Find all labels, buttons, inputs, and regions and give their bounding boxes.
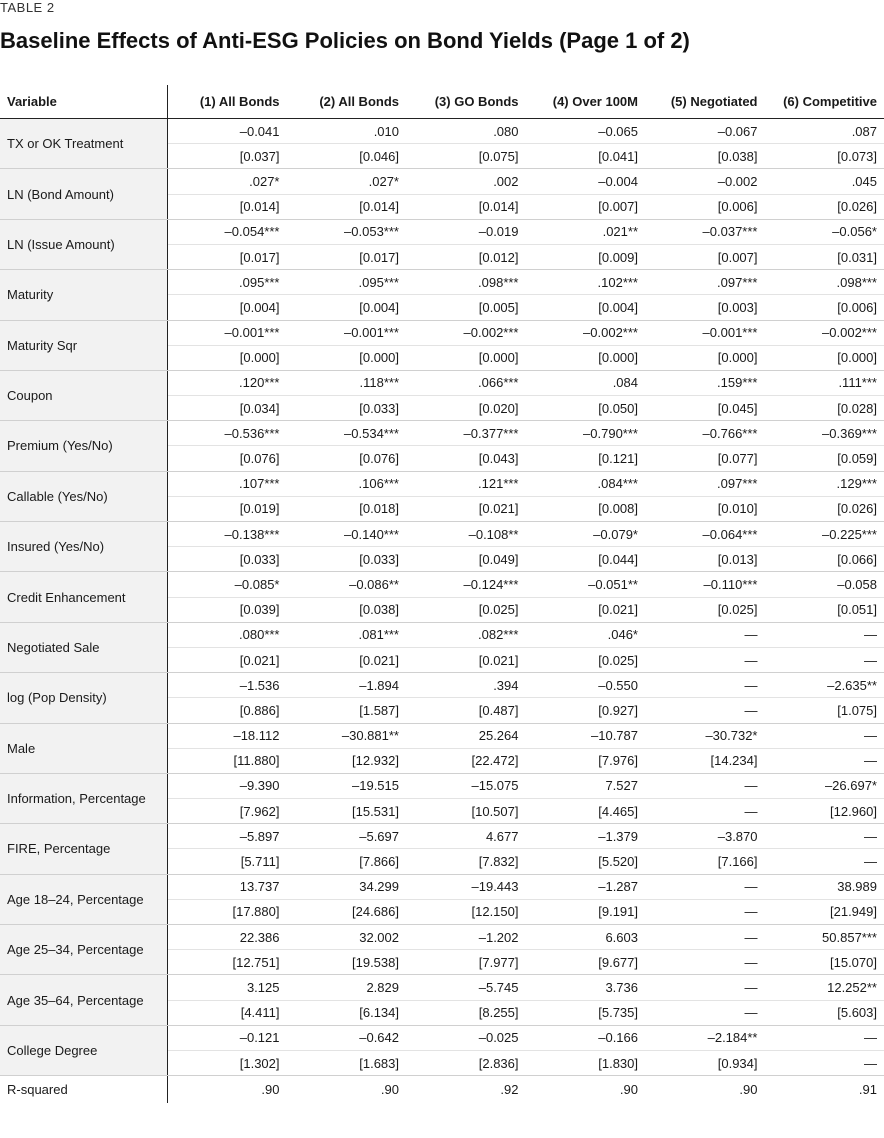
coefficient-cell: –0.037*** (645, 219, 765, 244)
std-error-cell: — (645, 950, 765, 975)
std-error-cell: [11.880] (167, 748, 287, 773)
std-error-cell: [0.038] (287, 597, 407, 622)
std-error-cell: [0.021] (406, 647, 526, 672)
std-error-cell: [0.886] (167, 698, 287, 723)
coefficient-cell: –1.202 (406, 925, 526, 950)
std-error-cell: [0.004] (167, 295, 287, 320)
coefficient-cell: –2.184** (645, 1025, 765, 1050)
coefficient-cell: .002 (406, 169, 526, 194)
std-error-cell: — (765, 1050, 884, 1075)
std-error-cell: [0.033] (167, 547, 287, 572)
table-row (0, 975, 884, 1000)
rsquared-cell: .90 (739, 1081, 758, 1097)
coefficient-cell: 34.299 (287, 874, 407, 899)
column-header: (5) Negotiated (645, 85, 765, 119)
coefficient-cell: .102*** (526, 270, 646, 295)
std-error-cell: [0.012] (406, 244, 526, 269)
coefficient-cell: –0.051** (526, 572, 646, 597)
std-error-cell: [1.587] (287, 698, 407, 723)
table-row (0, 874, 884, 899)
coefficient-cell: 38.989 (765, 874, 884, 899)
coefficient-cell: 13.737 (167, 874, 287, 899)
coefficient-cell: .080 (406, 119, 526, 144)
coefficient-cell: .098*** (406, 270, 526, 295)
coefficient-cell: –19.515 (287, 773, 407, 798)
std-error-cell: [0.934] (645, 1050, 765, 1075)
coefficient-cell: .010 (287, 119, 407, 144)
std-error-cell: [0.034] (167, 396, 287, 421)
coefficient-cell: –0.534*** (287, 421, 407, 446)
variable-name: TX or OK Treatment (0, 119, 167, 169)
std-error-cell: [15.070] (765, 950, 884, 975)
coefficient-cell: — (645, 975, 765, 1000)
std-error-cell: [7.832] (406, 849, 526, 874)
column-header: (1) All Bonds (167, 85, 287, 119)
std-error-cell: [0.006] (765, 295, 884, 320)
coefficient-cell: .066*** (406, 370, 526, 395)
std-error-cell: [0.073] (765, 144, 884, 169)
variable-name: Premium (Yes/No) (0, 421, 167, 471)
table-row (0, 572, 884, 597)
coefficient-cell: 22.386 (167, 925, 287, 950)
variable-name: Age 35–64, Percentage (0, 975, 167, 1025)
std-error-cell: [21.949] (765, 899, 884, 924)
table-label: TABLE 2 (0, 0, 55, 15)
regression-table (0, 85, 884, 1103)
std-error-cell: [0.031] (765, 244, 884, 269)
std-error-cell: [0.121] (526, 446, 646, 471)
std-error-cell: [19.538] (287, 950, 407, 975)
coefficient-cell: –1.536 (167, 673, 287, 698)
coefficient-cell: –9.390 (167, 773, 287, 798)
variable-name: Maturity (0, 270, 167, 320)
coefficient-cell: 50.857*** (765, 925, 884, 950)
coefficient-cell: .046* (526, 622, 646, 647)
coefficient-cell: — (765, 824, 884, 849)
coefficient-cell: –1.287 (526, 874, 646, 899)
std-error-cell: [0.021] (406, 496, 526, 521)
std-error-cell: [0.046] (287, 144, 407, 169)
coefficient-cell: .121*** (406, 471, 526, 496)
coefficient-cell: –0.110*** (645, 572, 765, 597)
std-error-cell: [0.025] (526, 647, 646, 672)
coefficient-cell: .394 (406, 673, 526, 698)
std-error-cell: [0.039] (167, 597, 287, 622)
coefficient-cell: 4.677 (406, 824, 526, 849)
rsquared-row (0, 1076, 884, 1103)
coefficient-cell: –0.064*** (645, 522, 765, 547)
std-error-cell: [7.866] (287, 849, 407, 874)
coefficient-cell: –18.112 (167, 723, 287, 748)
coefficient-cell: 3.736 (526, 975, 646, 1000)
variable-name: Maturity Sqr (0, 320, 167, 370)
coefficient-cell: –0.085* (167, 572, 287, 597)
std-error-cell: [0.026] (765, 496, 884, 521)
coefficient-cell: –30.881** (287, 723, 407, 748)
coefficient-cell: –0.004 (526, 169, 646, 194)
variable-name: College Degree (0, 1025, 167, 1075)
coefficient-cell: –0.025 (406, 1025, 526, 1050)
std-error-cell: [0.038] (645, 144, 765, 169)
std-error-cell: [0.020] (406, 396, 526, 421)
std-error-cell: [0.066] (765, 547, 884, 572)
std-error-cell: [12.150] (406, 899, 526, 924)
variable-name: FIRE, Percentage (0, 824, 167, 874)
coefficient-cell: 32.002 (287, 925, 407, 950)
table-row (0, 421, 884, 446)
coefficient-cell: –0.079* (526, 522, 646, 547)
table-row (0, 119, 884, 144)
coefficient-cell: –0.121 (167, 1025, 287, 1050)
rsquared-cell: .90 (380, 1081, 399, 1097)
std-error-cell: [0.028] (765, 396, 884, 421)
variable-name: R-squared (0, 1076, 167, 1103)
std-error-cell: [5.520] (526, 849, 646, 874)
std-error-cell: [0.004] (526, 295, 646, 320)
coefficient-cell: –19.443 (406, 874, 526, 899)
coefficient-cell: –5.897 (167, 824, 287, 849)
table-row (0, 925, 884, 950)
column-header: (2) All Bonds (287, 85, 407, 119)
std-error-cell: [0.033] (287, 396, 407, 421)
std-error-cell: [1.830] (526, 1050, 646, 1075)
variable-name: log (Pop Density) (0, 673, 167, 723)
coefficient-cell: –0.369*** (765, 421, 884, 446)
std-error-cell: [2.836] (406, 1050, 526, 1075)
coefficient-cell: — (765, 1025, 884, 1050)
coefficient-cell: .095*** (287, 270, 407, 295)
variable-name: Insured (Yes/No) (0, 522, 167, 572)
std-error-cell: [0.000] (765, 345, 884, 370)
std-error-cell: [0.025] (645, 597, 765, 622)
std-error-cell: [7.976] (526, 748, 646, 773)
coefficient-cell: — (645, 925, 765, 950)
coefficient-cell: –0.053*** (287, 219, 407, 244)
std-error-cell: [0.017] (167, 244, 287, 269)
rsquared-cell: .92 (500, 1081, 519, 1097)
coefficient-cell: .111*** (765, 370, 884, 395)
std-error-cell: [0.045] (645, 396, 765, 421)
coefficient-cell: –0.166 (526, 1025, 646, 1050)
std-error-cell: [0.049] (406, 547, 526, 572)
std-error-cell: [7.166] (645, 849, 765, 874)
std-error-cell: [0.075] (406, 144, 526, 169)
std-error-cell: [0.007] (526, 194, 646, 219)
table-row (0, 723, 884, 748)
std-error-cell: [24.686] (287, 899, 407, 924)
coefficient-cell: .118*** (287, 370, 407, 395)
table-row (0, 270, 884, 295)
coefficient-cell: .087 (765, 119, 884, 144)
std-error-cell: [0.000] (287, 345, 407, 370)
std-error-cell: — (645, 647, 765, 672)
std-error-cell: [0.025] (406, 597, 526, 622)
coefficient-cell: –0.550 (526, 673, 646, 698)
variable-name: Credit Enhancement (0, 572, 167, 622)
column-header: (3) GO Bonds (406, 85, 526, 119)
coefficient-cell: –15.075 (406, 773, 526, 798)
std-error-cell: — (645, 799, 765, 824)
coefficient-cell: –5.697 (287, 824, 407, 849)
coefficient-cell: –0.642 (287, 1025, 407, 1050)
coefficient-cell: –30.732* (645, 723, 765, 748)
std-error-cell: [0.059] (765, 446, 884, 471)
std-error-cell: [0.487] (406, 698, 526, 723)
std-error-cell: [0.033] (287, 547, 407, 572)
coefficient-cell: –0.140*** (287, 522, 407, 547)
table-row (0, 622, 884, 647)
std-error-cell: [0.927] (526, 698, 646, 723)
rsquared-cell: .90 (619, 1081, 638, 1097)
coefficient-cell: –0.225*** (765, 522, 884, 547)
coefficient-cell: 3.125 (167, 975, 287, 1000)
std-error-cell: [12.751] (167, 950, 287, 975)
coefficient-cell: –0.019 (406, 219, 526, 244)
coefficient-cell: .027* (167, 169, 287, 194)
table-row (0, 471, 884, 496)
coefficient-cell: –0.138*** (167, 522, 287, 547)
std-error-cell: [0.026] (765, 194, 884, 219)
variable-name: Age 18–24, Percentage (0, 874, 167, 924)
std-error-cell: — (765, 647, 884, 672)
table-row (0, 370, 884, 395)
std-error-cell: [1.075] (765, 698, 884, 723)
coefficient-cell: –3.870 (645, 824, 765, 849)
coefficient-cell: .098*** (765, 270, 884, 295)
column-header: (4) Over 100M (526, 85, 646, 119)
std-error-cell: [14.234] (645, 748, 765, 773)
coefficient-cell: — (645, 773, 765, 798)
table-row (0, 522, 884, 547)
coefficient-cell: –0.001*** (287, 320, 407, 345)
coefficient-cell: 6.603 (526, 925, 646, 950)
coefficient-cell: –1.894 (287, 673, 407, 698)
coefficient-cell: –0.377*** (406, 421, 526, 446)
coefficient-cell: –0.054*** (167, 219, 287, 244)
std-error-cell: [9.191] (526, 899, 646, 924)
table-row (0, 320, 884, 345)
coefficient-cell: .021** (526, 219, 646, 244)
coefficient-cell: –2.635** (765, 673, 884, 698)
coefficient-cell: — (645, 622, 765, 647)
std-error-cell: [0.000] (406, 345, 526, 370)
coefficient-cell: –0.536*** (167, 421, 287, 446)
coefficient-cell: –26.697* (765, 773, 884, 798)
coefficient-cell: .027* (287, 169, 407, 194)
std-error-cell: [10.507] (406, 799, 526, 824)
std-error-cell: [5.711] (167, 849, 287, 874)
std-error-cell: [17.880] (167, 899, 287, 924)
variable-name: Information, Percentage (0, 773, 167, 823)
coefficient-cell: –0.056* (765, 219, 884, 244)
std-error-cell: [0.021] (287, 647, 407, 672)
coefficient-cell: .084*** (526, 471, 646, 496)
table-title: Baseline Effects of Anti-ESG Policies on Bond Yields (Page 1 of 2) (0, 28, 690, 53)
coefficient-cell: –0.001*** (167, 320, 287, 345)
coefficient-cell: –0.124*** (406, 572, 526, 597)
table-row (0, 673, 884, 698)
std-error-cell: [0.043] (406, 446, 526, 471)
coefficient-cell: .106*** (287, 471, 407, 496)
std-error-cell: — (765, 849, 884, 874)
coefficient-cell: –0.001*** (645, 320, 765, 345)
rsquared-cell: .90 (261, 1081, 280, 1097)
std-error-cell: [0.000] (645, 345, 765, 370)
coefficient-cell: 2.829 (287, 975, 407, 1000)
std-error-cell: [5.603] (765, 1000, 884, 1025)
std-error-cell: [0.044] (526, 547, 646, 572)
table-row (0, 169, 884, 194)
std-error-cell: [0.007] (645, 244, 765, 269)
coefficient-cell: –10.787 (526, 723, 646, 748)
std-error-cell: [0.076] (167, 446, 287, 471)
header-row (0, 85, 884, 119)
variable-name: Callable (Yes/No) (0, 471, 167, 521)
std-error-cell: [0.010] (645, 496, 765, 521)
variable-name: Male (0, 723, 167, 773)
coefficient-cell: –5.745 (406, 975, 526, 1000)
coefficient-cell: .129*** (765, 471, 884, 496)
column-header: (6) Competitive (765, 85, 884, 119)
std-error-cell: [12.932] (287, 748, 407, 773)
variable-name: LN (Bond Amount) (0, 169, 167, 219)
std-error-cell: [0.017] (287, 244, 407, 269)
coefficient-cell: .080*** (167, 622, 287, 647)
coefficient-cell: .045 (765, 169, 884, 194)
table-row (0, 219, 884, 244)
std-error-cell: [0.003] (645, 295, 765, 320)
coefficient-cell: –0.002*** (526, 320, 646, 345)
std-error-cell: [9.677] (526, 950, 646, 975)
std-error-cell: [4.411] (167, 1000, 287, 1025)
std-error-cell: [7.962] (167, 799, 287, 824)
table-body (0, 119, 884, 1103)
coefficient-cell: –0.002*** (765, 320, 884, 345)
coefficient-cell: –1.379 (526, 824, 646, 849)
std-error-cell: [7.977] (406, 950, 526, 975)
std-error-cell: [4.465] (526, 799, 646, 824)
coefficient-cell: — (645, 673, 765, 698)
std-error-cell: — (645, 698, 765, 723)
table-row (0, 824, 884, 849)
variable-name: LN (Issue Amount) (0, 219, 167, 269)
coefficient-cell: .107*** (167, 471, 287, 496)
coefficient-cell: .097*** (645, 270, 765, 295)
std-error-cell: [0.041] (526, 144, 646, 169)
std-error-cell: [0.021] (526, 597, 646, 622)
coefficient-cell: –0.067 (645, 119, 765, 144)
std-error-cell: [0.005] (406, 295, 526, 320)
coefficient-cell: .097*** (645, 471, 765, 496)
std-error-cell: [15.531] (287, 799, 407, 824)
coefficient-cell: –0.058 (765, 572, 884, 597)
coefficient-cell: .159*** (645, 370, 765, 395)
coefficient-cell: .082*** (406, 622, 526, 647)
std-error-cell: [0.077] (645, 446, 765, 471)
variable-name: Age 25–34, Percentage (0, 925, 167, 975)
coefficient-cell: — (645, 874, 765, 899)
std-error-cell: [0.014] (167, 194, 287, 219)
std-error-cell: [0.014] (287, 194, 407, 219)
coefficient-cell: –0.065 (526, 119, 646, 144)
std-error-cell: [0.021] (167, 647, 287, 672)
std-error-cell: [8.255] (406, 1000, 526, 1025)
coefficient-cell: .081*** (287, 622, 407, 647)
std-error-cell: — (765, 748, 884, 773)
std-error-cell: [0.019] (167, 496, 287, 521)
std-error-cell: [5.735] (526, 1000, 646, 1025)
coefficient-cell: –0.108** (406, 522, 526, 547)
coefficient-cell: –0.002 (645, 169, 765, 194)
coefficient-cell: –0.002*** (406, 320, 526, 345)
coefficient-cell: .120*** (167, 370, 287, 395)
std-error-cell: [0.018] (287, 496, 407, 521)
coefficient-cell: 7.527 (526, 773, 646, 798)
coefficient-cell: 12.252** (765, 975, 884, 1000)
std-error-cell: [0.076] (287, 446, 407, 471)
std-error-cell: [0.004] (287, 295, 407, 320)
coefficient-cell: — (765, 622, 884, 647)
std-error-cell: [22.472] (406, 748, 526, 773)
std-error-cell: [0.000] (167, 345, 287, 370)
std-error-cell: [0.006] (645, 194, 765, 219)
coefficient-cell: .084 (526, 370, 646, 395)
rsquared-cell: .91 (858, 1081, 877, 1097)
column-header-variable: Variable (0, 85, 167, 119)
table-row (0, 773, 884, 798)
std-error-cell: [1.302] (167, 1050, 287, 1075)
std-error-cell: [0.009] (526, 244, 646, 269)
coefficient-cell: –0.086** (287, 572, 407, 597)
coefficient-cell: –0.766*** (645, 421, 765, 446)
coefficient-cell: 25.264 (406, 723, 526, 748)
std-error-cell: [1.683] (287, 1050, 407, 1075)
variable-name: Coupon (0, 370, 167, 420)
std-error-cell: [0.051] (765, 597, 884, 622)
coefficient-cell: — (765, 723, 884, 748)
coefficient-cell: –0.790*** (526, 421, 646, 446)
table-row (0, 1025, 884, 1050)
std-error-cell: [0.050] (526, 396, 646, 421)
variable-name: Negotiated Sale (0, 622, 167, 672)
std-error-cell: [0.008] (526, 496, 646, 521)
std-error-cell: [0.037] (167, 144, 287, 169)
std-error-cell: [0.000] (526, 345, 646, 370)
std-error-cell: — (645, 899, 765, 924)
coefficient-cell: –0.041 (167, 119, 287, 144)
std-error-cell: [6.134] (287, 1000, 407, 1025)
std-error-cell: [0.013] (645, 547, 765, 572)
std-error-cell: [0.014] (406, 194, 526, 219)
std-error-cell: — (645, 1000, 765, 1025)
coefficient-cell: .095*** (167, 270, 287, 295)
std-error-cell: [12.960] (765, 799, 884, 824)
